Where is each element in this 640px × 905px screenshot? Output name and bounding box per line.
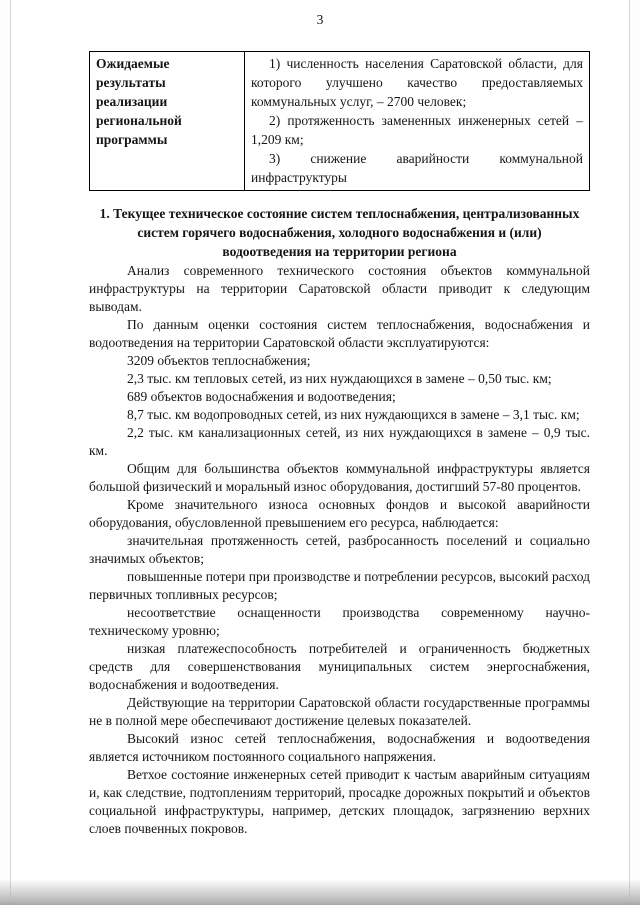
table-row xyxy=(90,52,590,191)
document-page xyxy=(10,0,630,905)
paragraph: 8,7 тыс. км водопроводных сетей, из них нуждающихся в замене – 3,1 тыс. км; xyxy=(127,407,580,422)
paragraph: значительная протяженность сетей, разбросанность поселений и социально значимых объектов; xyxy=(89,533,590,566)
paragraph: Высокий износ сетей теплоснабжения, водоснабжения и водоотведения является источником постоянного социального напряжения. xyxy=(89,731,590,764)
paragraph: несоответствие оснащенности производства современному научно-техническому уровню; xyxy=(89,605,590,638)
section-heading: 1. Текущее техническое состояние систем теплоснабжения, централизованных систем горячего водоснабжения, холодного водоснабжения и (или) водоотведения на территории региона xyxy=(99,206,580,259)
paragraph: Действующие на территории Саратовской области государственные программы не в полной мере обеспечивают достижение целевых показателей. xyxy=(89,695,590,728)
paragraph: низкая платежеспособность потребителей и ограниченность бюджетных средств для совершенствования муниципальных систем энергоснабжения, водоснабжения и водоотведения. xyxy=(89,641,590,692)
paragraph: Ветхое состояние инженерных сетей приводит к частым аварийным ситуациям и, как следствие, подтоплениям территорий, просадке дорожных покрытий и объектов социальной инфраструктуры, например, детских площадок, загрязнению верхних слоев почвенных покровов. xyxy=(89,767,590,836)
paragraph: Кроме значительного износа основных фондов и высокой аварийности оборудования, обусловленной превышением его ресурса, наблюдается: xyxy=(89,497,590,530)
expected-results-table xyxy=(89,51,590,191)
paragraph: 2,2 тыс. км канализационных сетей, из них нуждающихся в замене – 0,9 тыс. км. xyxy=(89,425,590,458)
table-item: 2) протяженность замененных инженерных сетей – 1,209 км; xyxy=(251,113,583,147)
paragraph: Анализ современного технического состояния объектов коммунальной инфраструктуры на территории Саратовской области приводит к следующим выводам. xyxy=(89,263,590,314)
table-value-cell xyxy=(245,52,590,191)
body-paragraphs xyxy=(89,262,590,838)
paragraph: 689 объектов водоснабжения и водоотведения; xyxy=(127,389,396,404)
table-item: 1) численность населения Саратовской области, для которого улучшено качество предоставляемых коммунальных услуг, – 2700 человек; xyxy=(251,56,583,109)
table-item: 3) снижение аварийности коммунальной инфраструктуры xyxy=(251,151,583,185)
page-content xyxy=(89,51,590,838)
paragraph: повышенные потери при производстве и потреблении ресурсов, высокий расход первичных топливных ресурсов; xyxy=(89,569,591,602)
table-header-cell: Ожидаемые результаты реализации региональной программы xyxy=(90,52,245,191)
paragraph: По данным оценки состояния систем теплоснабжения, водоснабжения и водоотведения на территории Саратовской области эксплуатируются: xyxy=(89,317,590,350)
paragraph: 3209 объектов теплоснабжения; xyxy=(127,353,311,368)
page-number: 3 xyxy=(316,12,324,27)
paragraph: 2,3 тыс. км тепловых сетей, из них нуждающихся в замене – 0,50 тыс. км; xyxy=(127,371,552,386)
paragraph: Общим для большинства объектов коммунальной инфраструктуры является большой физический и моральный износ оборудования, достигший 57-80 процентов. xyxy=(89,461,590,494)
